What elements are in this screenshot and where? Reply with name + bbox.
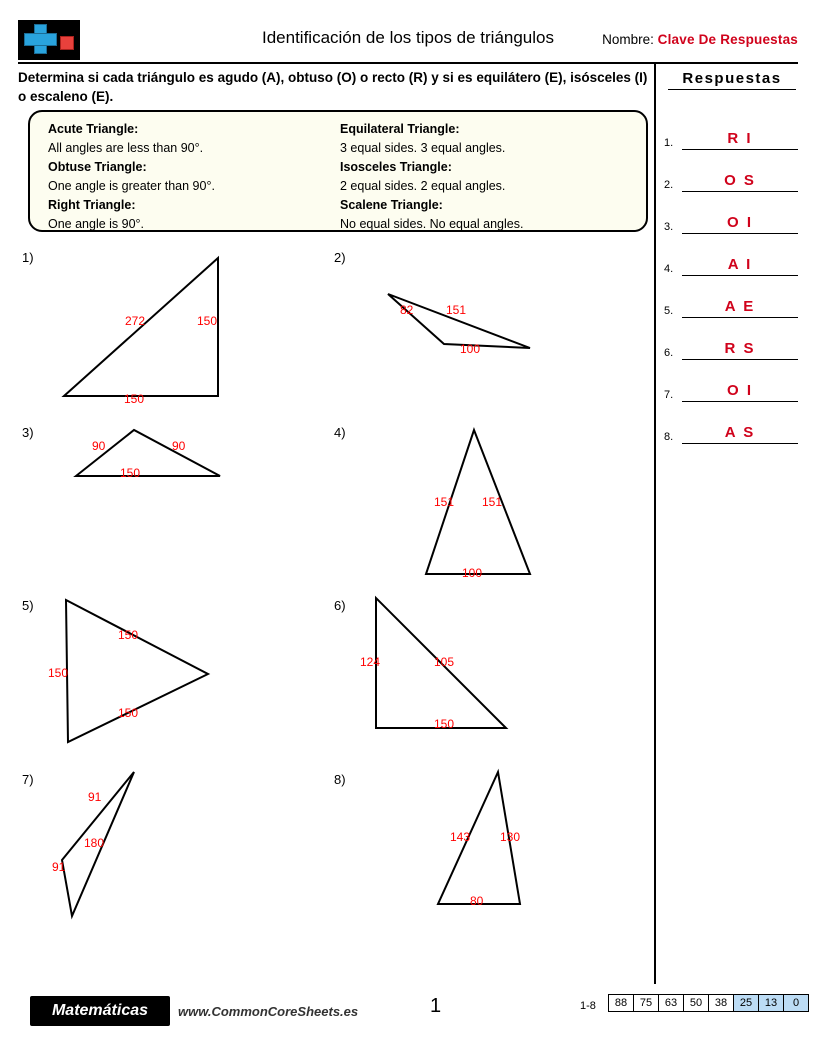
angle-label: 150 [124,392,145,406]
angle-label: 105 [434,655,455,669]
triangle-figure-2 [380,272,560,372]
definition-item [48,120,328,158]
definition-desc: One angle is greater than 90°. [48,179,215,193]
answer-value: O I [726,214,753,231]
definition-desc: 2 equal sides. 2 equal angles. [340,179,506,193]
definition-item [340,196,640,234]
angle-label: 91 [88,790,102,804]
problem-number-8: 8) [334,772,346,787]
score-cell: 88 [609,995,634,1012]
name-label: Nombre: [602,32,654,47]
angle-label: 150 [197,314,218,328]
name-value: Clave De Respuestas [657,32,798,47]
table-row [609,995,809,1012]
triangle-figure-5 [48,592,248,752]
score-cell: 50 [684,995,709,1012]
angle-label: 100 [460,342,481,356]
score-range-label: 1-8 [580,1000,596,1012]
score-cell-highlighted: 25 [734,995,759,1012]
problem-number-4: 4) [334,425,346,440]
answer-number: 2. [664,179,674,191]
definition-item [48,158,328,196]
instructions-text: Determina si cada triángulo es agudo (A), obtuso (O) o recto (R) y si es equilátero (E), isósceles (I) o escaleno (E). [18,70,648,104]
angle-label: 272 [125,314,146,328]
definition-item [48,196,328,234]
angle-label: 151 [482,495,503,509]
triangle-figure-7 [50,764,210,924]
angle-label: 90 [92,439,106,453]
definition-term: Scalene Triangle: [340,198,443,212]
definition-item [340,158,640,196]
brand-label: Matemáticas [51,1002,149,1019]
angle-label: 91 [52,860,66,874]
angle-label: 150 [120,466,141,480]
angle-label: 151 [446,303,467,317]
answer-row [664,412,798,444]
angle-label: 151 [434,495,455,509]
angle-label: 150 [434,717,455,731]
answer-value: A I [727,256,753,273]
angle-label: 130 [500,830,521,844]
score-cell-highlighted: 0 [784,995,809,1012]
answer-number: 4. [664,263,674,275]
angle-label: 80 [470,894,484,908]
problem-number-5: 5) [22,598,34,613]
answer-value: A E [724,298,756,315]
answer-row [664,244,798,276]
angle-label: 180 [84,836,105,850]
triangle-figure-1 [50,248,250,408]
answer-number: 7. [664,389,674,401]
page-number: 1 [430,995,442,1017]
answer-row [664,370,798,402]
answer-row [664,160,798,192]
angle-label: 143 [450,830,471,844]
angle-label: 150 [118,706,139,720]
triangle-figure-8 [400,764,580,924]
score-cell-highlighted: 13 [759,995,784,1012]
definition-term: Equilateral Triangle: [340,122,460,136]
definition-term: Right Triangle: [48,198,136,212]
answer-value: O S [724,172,756,189]
problem-number-6: 6) [334,598,346,613]
angle-label: 150 [118,628,139,642]
answer-row [664,202,798,234]
definition-desc: No equal sides. No equal angles. [340,217,524,231]
angle-label: 150 [48,666,69,680]
definitions-column-right [340,120,640,234]
definition-desc: 3 equal sides. 3 equal angles. [340,141,506,155]
page-header [18,20,798,64]
answer-value: O I [726,382,753,399]
answers-heading: Respuestas [668,70,796,90]
answer-value: R S [724,340,756,357]
angle-label: 124 [360,655,381,669]
triangle-figure-6 [368,592,548,742]
name-field [602,32,798,47]
answer-number: 5. [664,305,674,317]
answer-row [664,286,798,318]
answer-number: 8. [664,431,674,443]
definition-term: Acute Triangle: [48,122,139,136]
answer-number: 1. [664,137,674,149]
answer-row [664,328,798,360]
definition-item [340,120,640,158]
definition-desc: One angle is 90°. [48,217,145,231]
brand-badge [30,996,170,1026]
answer-value: R I [727,130,753,147]
problem-number-7: 7) [22,772,34,787]
definitions-box [28,110,648,232]
problem-number-2: 2) [334,250,346,265]
score-table [608,994,809,1012]
definition-term: Obtuse Triangle: [48,160,147,174]
problem-number-1: 1) [22,250,34,265]
page-title: Identificación de los tipos de triángulos [261,28,554,47]
triangle-figure-3 [56,420,256,500]
score-cell: 38 [709,995,734,1012]
score-cell: 63 [659,995,684,1012]
score-cell: 75 [634,995,659,1012]
answers-divider [654,64,656,984]
site-url: www.CommonCoreSheets.es [178,1004,359,1019]
angle-label: 90 [172,439,186,453]
definition-term: Isosceles Triangle: [340,160,452,174]
answer-value: A S [724,424,756,441]
angle-label: 82 [400,303,414,317]
definition-desc: All angles are less than 90°. [48,141,204,155]
angle-label: 100 [462,566,483,580]
definitions-column-left [48,120,328,234]
answer-row [664,118,798,150]
answer-number: 3. [664,221,674,233]
answer-number: 6. [664,347,674,359]
problem-number-3: 3) [22,425,34,440]
